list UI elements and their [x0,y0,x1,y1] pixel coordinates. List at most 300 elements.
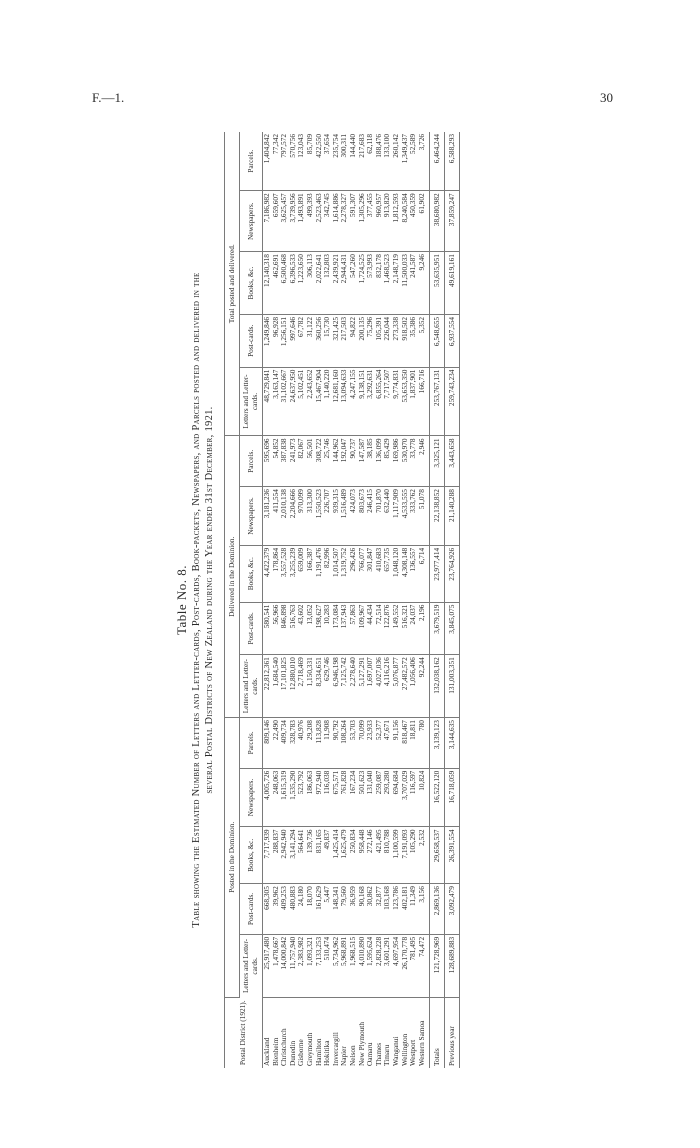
district-label: Gisborne [296,1039,306,1066]
table-cell: 547,260 [349,252,358,315]
table-cell: 4,422,379 [263,545,272,602]
col-header: Newspapers. [240,768,263,827]
table-cell: 9,774,831 [392,367,401,436]
table-cell: 1,697,007 [366,655,375,718]
table-cell: 3,141,294 [289,827,298,884]
district-header: Postal District (1921). [225,997,263,1068]
table-cell: 246,415 [366,487,375,546]
table-cell: 10,283 [323,602,332,655]
table-cell: 57,863 [349,602,358,655]
table-cell: 29,208 [306,718,315,769]
table-cell: 3,557,528 [280,545,289,602]
table-cell: 288,837 [272,827,281,884]
col-header: Letters and Letter-cards. [240,655,263,718]
table-cell: 108,264 [340,718,349,769]
table-cell: 1,550,523 [315,487,324,546]
district-label: Totals [431,1048,441,1066]
table-cell: 11,757,940 [289,934,298,997]
table-cell: 1,349,437 [401,132,410,191]
table-cell: 694,684 [392,768,401,827]
table-cell: 4,697,954 [392,934,401,997]
table-cell: 803,673 [358,487,367,546]
table-cell: 52,377 [375,718,384,769]
table-cell: 570,756 [289,132,298,191]
table-cell: 564,641 [297,827,306,884]
district-label: Nelson [347,1045,357,1066]
table-cell: 235,754 [332,132,341,191]
table-cell: 3,726 [418,132,430,191]
table-title [190,130,216,1070]
table-cell: 132,803 [323,252,332,315]
table-cell: 8,334,651 [315,655,324,718]
table-cell: 2,532 [418,827,430,884]
table-cell: 970,099 [297,487,306,546]
table-cell: 44,434 [366,602,375,655]
table-cell: 82,996 [323,545,332,602]
table-cell: 1,812,593 [392,191,401,252]
col-header: Letters and Letter-cards. [240,367,263,436]
table-cell: 1,223,650 [297,252,306,315]
delivered-group-header: Delivered in the Dominion. [225,436,240,718]
table-cell: 6,464,244 [430,132,445,191]
table-cell: 133,100 [383,132,392,191]
table-cell: 131,003,351 [445,655,460,718]
table-cell: 40,976 [297,718,306,769]
table-cell: 5,352 [418,314,430,367]
table-cell: 296,426 [349,545,358,602]
table-cell: 51,078 [418,487,430,546]
table-cell: 200,135 [358,314,367,367]
table-cell: 12,681,160 [332,367,341,436]
table-cell: 1,535,290 [289,768,298,827]
table-cell: 668,305 [263,884,272,935]
table-cell: 169,986 [392,436,401,487]
col-header: Parcels. [240,718,263,769]
table-cell: 293,280 [383,768,392,827]
table-cell: 3,707,029 [401,768,410,827]
table-cell: 3,845,075 [445,602,460,655]
table-cell: 121,728,969 [430,934,445,997]
table-cell: 659,607 [272,191,281,252]
table-cell: 301,847 [366,545,375,602]
district-label: Hokitika [322,1040,332,1066]
table-cell: 49,837 [323,827,332,884]
table-cell: 3,156 [418,884,430,935]
table-cell: 23,977,414 [430,545,445,602]
table-cell: 1,014,507 [332,545,341,602]
table-cell: 2,204,666 [289,487,298,546]
table-cell: 766,077 [358,545,367,602]
table-cell: 409,253 [280,884,289,935]
table-cell: 25,917,480 [263,934,272,997]
table-cell: 1,478,667 [272,934,281,997]
table-cell: 3,625,457 [280,191,289,252]
table-cell: 1,724,525 [358,252,367,315]
district-label: Timaru [382,1044,392,1066]
table-cell: 4,533,555 [401,487,410,546]
table-cell: 11,500,033 [401,252,410,315]
table-cell: 17,101,825 [280,655,289,718]
table-title-line-1: Table showing the Estimated Number of Letters and Letter-cards, Post-cards, Book-packets, Newspapers, and Parcels posted and delivered in the [191,272,202,928]
table-cell: 92,244 [418,655,430,718]
table-title-line-2: several Postal Districts of New Zealand during the Year ended 31st December, 1921. [204,406,215,794]
table-cell: 1,968,515 [349,934,358,997]
table-cell: 18,811 [409,718,418,769]
table-cell: 1,140,220 [323,367,332,436]
table-cell: 96,928 [272,314,281,367]
table-cell: 313,300 [306,487,315,546]
table-cell: 7,125,742 [340,655,349,718]
table-cell: 91,156 [392,718,401,769]
district-label: Greymouth [304,1032,314,1066]
table-cell: 5,734,962 [332,934,341,997]
table-cell: 241,973 [289,436,298,487]
table-cell: 26,170,778 [401,934,410,997]
table-cell: 128,689,883 [445,934,460,997]
table-cell: 328,783 [289,718,298,769]
table-cell: 797,572 [280,132,289,191]
table-cell: 7,186,982 [263,191,272,252]
table-cell: 25,746 [323,436,332,487]
district-label: Auckland [262,1037,271,1066]
table-cell: 2,942,940 [280,827,289,884]
posted-group-header: Posted in the Dominion. [225,718,240,998]
previous-year-row [445,132,460,1068]
table-cell: 29,658,537 [430,827,445,884]
table-cell: 260,142 [392,132,401,191]
table-cell: 15,730 [323,314,332,367]
table-cell: 818,467 [401,718,410,769]
table-cell: 24,637,950 [289,367,298,436]
table-cell: 5,102,451 [297,367,306,436]
table-cell: 422,550 [315,132,324,191]
table-cell: 6,714 [418,545,430,602]
table-cell: 67,782 [297,314,306,367]
table-cell: 6,946,198 [332,655,341,718]
table-cell: 3,092,479 [445,884,460,935]
table-cell: 1,056,406 [409,655,418,718]
table-cell: 2,946 [418,436,430,487]
table-cell: 1,117,909 [392,487,401,546]
table-cell: 659,009 [297,545,306,602]
table-cell: 77,342 [272,132,281,191]
table-cell: 273,338 [392,314,401,367]
table-cell: 580,541 [263,602,272,655]
table-cell: 4,005,726 [263,768,272,827]
table-cell: 761,828 [340,768,349,827]
table-cell: 75,296 [366,314,375,367]
table-cell: 1,614,886 [332,191,341,252]
table-cell: 3,144,635 [445,718,460,769]
table-cell: 1,425,414 [332,827,341,884]
table-cell: 11,908 [323,718,332,769]
table-cell: 122,876 [383,602,392,655]
table-cell: 7,717,507 [383,367,392,436]
district-label: Dunedin [287,1040,297,1066]
table-cell: 421,495 [375,827,384,884]
table-cell: 1,100,599 [392,827,401,884]
table-cell: 12,140,318 [263,252,272,315]
table-cell: 173,084 [332,602,341,655]
table-cell: 167,234 [349,768,358,827]
table-cell: 198,627 [315,602,324,655]
table-cell: 147,587 [358,436,367,487]
table-cell: 31,122 [306,314,315,367]
table-cell: 2,196 [418,602,430,655]
table-cell: 11,349 [409,884,418,935]
table-row [409,132,418,1068]
table-cell: 3,255,239 [289,545,298,602]
table-cell: 3,739,956 [289,191,298,252]
table-cell: 2,869,136 [430,884,445,935]
col-header: Newspapers. [240,487,263,546]
district-label: Wanganui [390,1036,400,1066]
table-cell: 6,937,554 [445,314,460,367]
table-cell: 1,191,476 [315,545,324,602]
table-cell: 137,943 [340,602,349,655]
totals-row [430,132,445,1068]
table-cell: 2,383,982 [297,934,306,997]
total-group-header: Total posted and delivered. [225,132,240,436]
table-cell: 116,597 [409,768,418,827]
table-cell: 132,038,162 [430,655,445,718]
table-cell: 79,560 [340,884,349,935]
table-cell: 105,391 [375,314,384,367]
table-cell: 4,308,148 [401,545,410,602]
table-cell: 103,168 [383,884,392,935]
district-label: Wellington [399,1033,409,1066]
table-cell: 188,476 [375,132,384,191]
table-cell: 47,671 [383,718,392,769]
table-cell: 7,191,093 [401,827,410,884]
table-cell: 241,587 [409,252,418,315]
district-name [445,997,460,1068]
table-cell: 462,691 [272,252,281,315]
table-cell: 780 [418,718,430,769]
district-label: Invercargill [330,1032,340,1066]
table-cell: 2,148,719 [392,252,401,315]
table-cell: 3,601,291 [383,934,392,997]
table-cell: 53,653,350 [401,367,410,436]
table-cell: 831,165 [315,827,324,884]
table-cell: 192,047 [340,436,349,487]
table-cell: 516,763 [289,602,298,655]
district-name [430,997,445,1068]
table-cell: 161,629 [315,884,324,935]
table-cell: 2,439,921 [332,252,341,315]
table-cell: 32,877 [375,884,384,935]
table-cell: 217,683 [358,132,367,191]
table-cell: 109,967 [358,602,367,655]
table-cell: 632,440 [383,487,392,546]
table-cell: 530,970 [401,436,410,487]
page-reference: F.—1. [92,90,125,105]
table-cell: 35,386 [409,314,418,367]
table-cell: 424,073 [349,487,358,546]
table-cell: 411,554 [272,487,281,546]
table-cell: 144,440 [349,132,358,191]
table-cell: 6,855,264 [375,367,384,436]
table-cell: 591,307 [349,191,358,252]
table-cell: 166,716 [418,367,430,436]
table-cell: 781,495 [409,934,418,997]
table-cell: 22,138,852 [430,487,445,546]
table-cell: 499,393 [306,191,315,252]
table-cell: 148,341 [332,884,341,935]
table-cell: 53,703 [349,718,358,769]
table-cell: 82,067 [297,436,306,487]
table-cell: 1,305,296 [358,191,367,252]
table-cell: 1,615,319 [280,768,289,827]
table-cell: 272,146 [366,827,375,884]
district-label: Hamilton [313,1038,323,1066]
table-cell: 321,425 [332,314,341,367]
table-cell: 90,792 [332,718,341,769]
table-cell: 1,048,120 [392,545,401,602]
district-label: Oamaru [365,1042,375,1066]
table-cell: 48,729,841 [263,367,272,436]
table-cell: 300,311 [340,132,349,191]
table-cell: 1,625,479 [340,827,349,884]
table-cell: 1,319,752 [340,545,349,602]
table-cell: 629,746 [323,655,332,718]
table-cell: 360,256 [315,314,324,367]
table-cell: 306,113 [306,252,315,315]
district-label: Westport [408,1039,418,1066]
table-cell: 53,635,951 [430,252,445,315]
table-cell: 22,812,361 [263,655,272,718]
table-cell: 37,859,247 [445,191,460,252]
table-cell: 27,482,572 [401,655,410,718]
table-cell: 37,654 [323,132,332,191]
table-cell: 90,168 [358,884,367,935]
table-cell: 85,709 [306,132,315,191]
table-cell: 1,493,891 [297,191,306,252]
table-cell: 2,944,431 [340,252,349,315]
table-cell: 70,099 [358,718,367,769]
table-cell: 38,185 [366,436,375,487]
table-cell: 3,443,658 [445,436,460,487]
table-cell: 56,501 [306,436,315,487]
table-cell: 14,000,842 [280,934,289,997]
table-cell: 136,099 [375,436,384,487]
table-cell: 85,429 [383,436,392,487]
table-cell: 342,745 [323,191,332,252]
col-header: Parcels. [240,132,263,191]
table-cell: 2,828,228 [375,934,384,997]
table-cell: 16,522,120 [430,768,445,827]
table-cell: 61,902 [418,191,430,252]
table-cell: 90,737 [349,436,358,487]
table-cell: 2,022,641 [315,252,324,315]
table-cell: 516,321 [401,602,410,655]
table-cell: 144,962 [332,436,341,487]
table-cell: 43,602 [297,602,306,655]
table-cell: 7,133,253 [315,934,324,997]
table-cell: 116,038 [323,768,332,827]
table-cell: 6,548,655 [430,314,445,367]
table-cell: 4,027,036 [375,655,384,718]
district-label: Napier [339,1046,349,1066]
district-label: New Plymouth [356,1022,366,1066]
table-cell: 123,043 [297,132,306,191]
district-label: Blenheim [270,1037,280,1066]
table-cell: 105,290 [409,827,418,884]
table-cell: 226,707 [323,487,332,546]
table-cell: 259,743,234 [445,367,460,436]
col-header: Parcels. [240,436,263,487]
group-header-row [225,132,240,1068]
table-cell: 5,127,291 [358,655,367,718]
table-cell: 22,490 [272,718,281,769]
table-cell: 74,472 [418,934,430,997]
table-cell: 1,150,331 [306,655,315,718]
table-cell: 1,684,540 [272,655,281,718]
table-cell: 3,292,631 [366,367,375,436]
table-cell: 13,052 [306,602,315,655]
table-cell: 333,762 [409,487,418,546]
table-cell: 4,116,216 [383,655,392,718]
table-cell: 939,315 [332,487,341,546]
table-cell: 94,822 [349,314,358,367]
table-cell: 3,325,121 [430,436,445,487]
table-cell: 21,140,288 [445,487,460,546]
district-label: Christchurch [279,1028,289,1066]
table-cell: 24,037 [409,602,418,655]
table-cell: 308,722 [315,436,324,487]
table-cell: 24,180 [297,884,306,935]
postal-statistics-table [224,132,460,1068]
table-cell: 675,571 [332,768,341,827]
col-header: Books, &c. [240,827,263,884]
table-cell: 1,516,489 [340,487,349,546]
table-cell: 997,646 [289,314,298,367]
table-cell: 131,040 [366,768,375,827]
table-cell: 701,870 [375,487,384,546]
table-cell: 149,552 [392,602,401,655]
table-cell: 2,010,138 [280,487,289,546]
table-cell: 26,391,554 [445,827,460,884]
table-cell: 12,880,010 [289,655,298,718]
table-cell: 595,696 [263,436,272,487]
table-cell: 402,181 [401,884,410,935]
table-cell: 13,094,633 [340,367,349,436]
table-cell: 3,679,519 [430,602,445,655]
table-cell: 9,138,151 [358,367,367,436]
table-cell: 136,557 [409,545,418,602]
table-cell: 9,246 [418,252,430,315]
table-cell: 409,734 [280,718,289,769]
table-cell: 3,163,147 [272,367,281,436]
column-header-row [240,132,263,1068]
table-cell: 450,359 [409,191,418,252]
table-cell: 6,500,468 [280,252,289,315]
table-cell: 6,396,533 [289,252,298,315]
col-header: Post-cards. [240,314,263,367]
table-cell: 49,619,161 [445,252,460,315]
table-cell: 23,933 [366,718,375,769]
table-cell: 253,767,131 [430,367,445,436]
table-cell: 5,076,877 [392,655,401,718]
table-cell: 5,447 [323,884,332,935]
district-label: Western Samoa [416,1020,426,1066]
table-cell: 33,778 [409,436,418,487]
table-cell: 2,523,463 [315,191,324,252]
table-cell: 2,718,469 [297,655,306,718]
district-name [418,997,430,1068]
table-cell: 123,786 [392,884,401,935]
table-cell: 4,010,890 [358,934,367,997]
